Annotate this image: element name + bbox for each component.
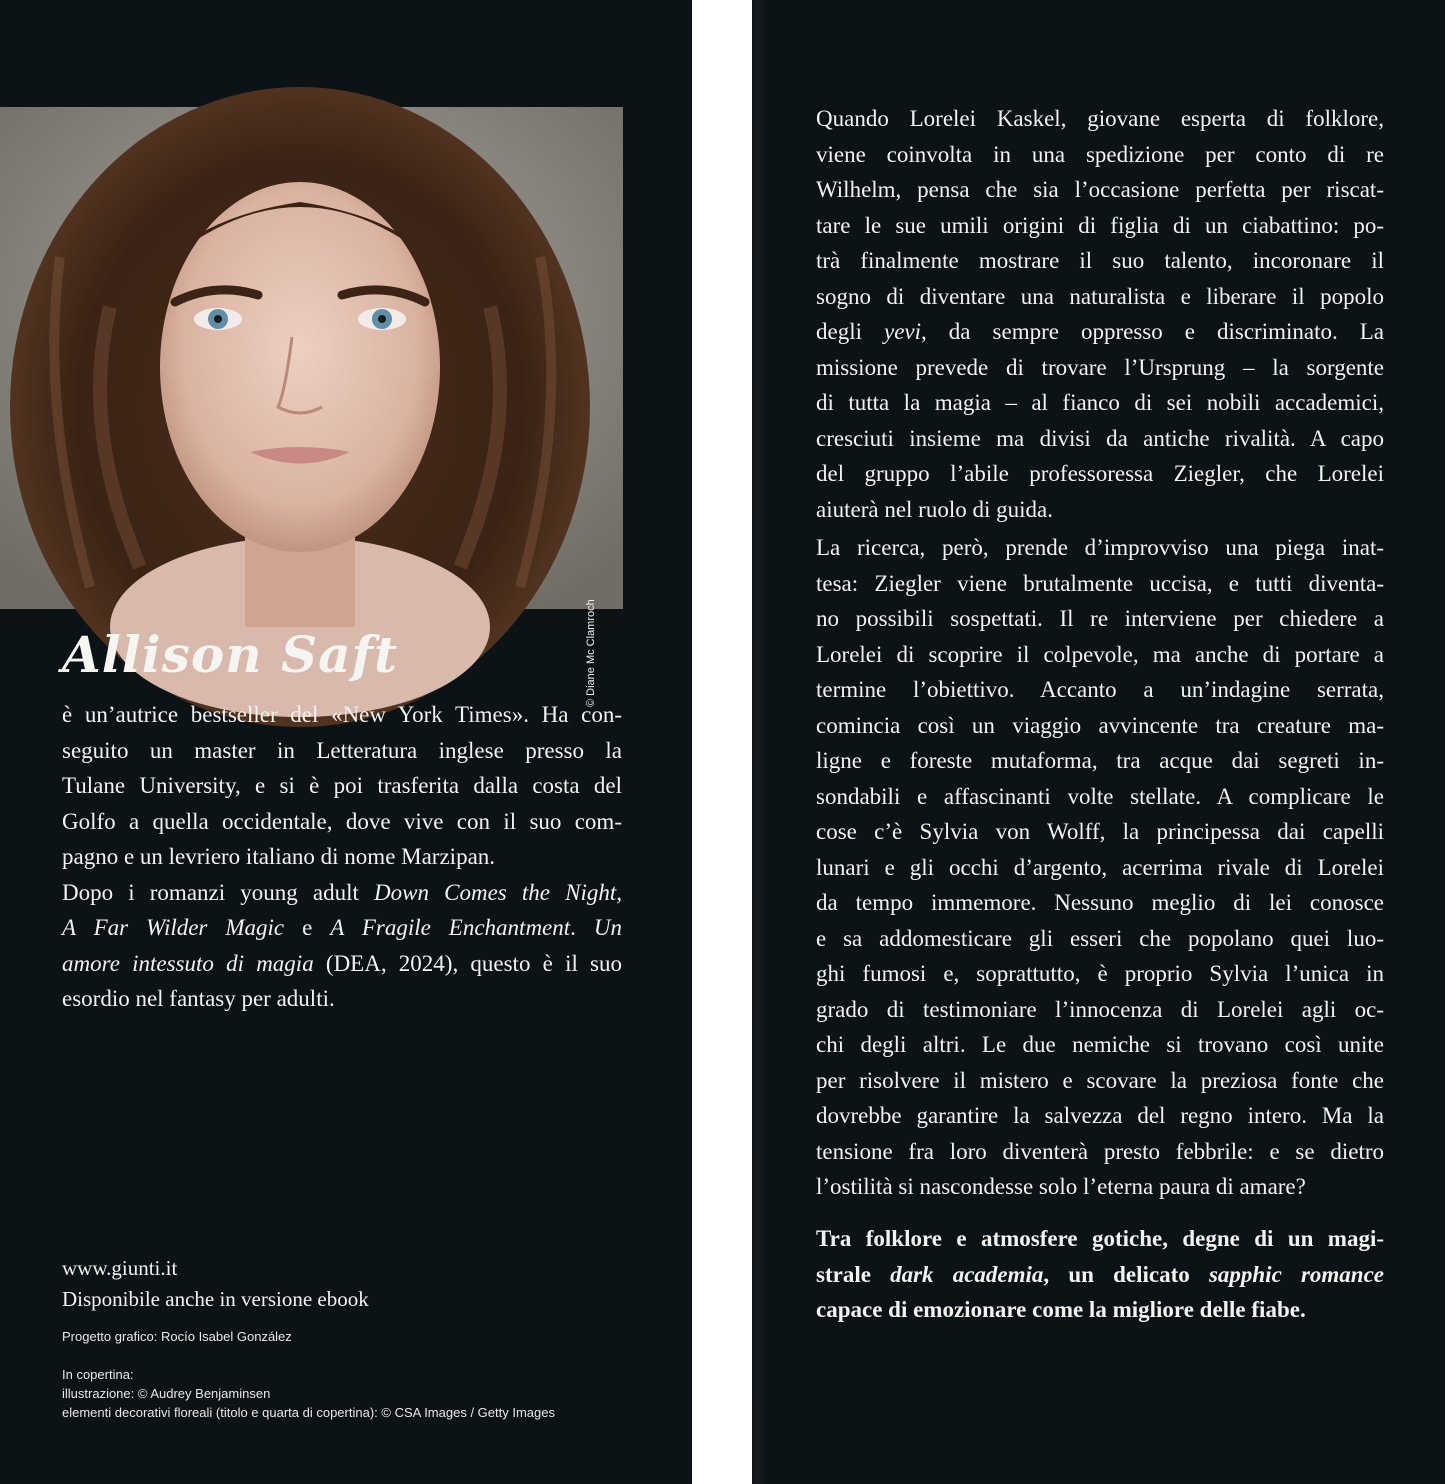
blurb-line: capace di emozionare come la migliore delle fiabe.: [816, 1297, 1306, 1322]
synopsis-line: trà finalmente mostrare il suo talento, incoronare il: [816, 248, 1384, 273]
bio-text: Dopo i romanzi young adult: [62, 879, 375, 905]
website-link[interactable]: www.giunti.it: [62, 1256, 178, 1280]
synopsis-line: Lorelei di scoprire il colpevole, ma anche di portare a: [816, 641, 1384, 667]
book-title: A Fragile Enchantment: [330, 915, 571, 940]
synopsis-line: tesa: Ziegler viene brutalmente uccisa, e tutti diventa-: [816, 570, 1384, 596]
bio-text: e: [284, 915, 331, 940]
bio-text: (DEA, 2024), questo è il suo: [313, 950, 622, 976]
book-title: Down Comes the Night,: [374, 879, 622, 905]
blurb-line: Tra folklore e atmosfere gotiche, degne di un magi-: [816, 1226, 1384, 1251]
synopsis-line: e sa addomesticare gli esseri che popolano quei luo-: [816, 925, 1384, 951]
synopsis-line: da tempo immemore. Nessuno meglio di lei conosce: [816, 890, 1384, 915]
synopsis-line: lunari e gli occhi d’argento, acerrima rivale di Lorelei: [816, 854, 1384, 880]
synopsis-line: l’ostilità si nascondesse solo l’eterna paura di amare?: [816, 1174, 1306, 1199]
photo-credit: © Diane Mc Clamroch: [585, 599, 597, 707]
book-title: amore intessuto di magia: [62, 950, 314, 976]
synopsis-text: , da sempre oppresso e discriminato. La: [921, 319, 1384, 344]
bio-line: [62, 910, 622, 946]
emphasis-text: yevi: [884, 319, 922, 344]
cover-credit-line: In copertina:: [62, 1367, 134, 1382]
ebook-note: Disponibile anche in versione ebook: [62, 1287, 369, 1311]
synopsis-line: termine l’obiettivo. Accanto a un’indagine serrata,: [816, 677, 1384, 702]
book-title: Un: [593, 915, 622, 940]
emphasis-text: dark academia: [890, 1261, 1044, 1287]
publisher-info: [62, 1253, 369, 1315]
cover-credit-line: illustrazione: © Audrey Benjaminsen: [62, 1386, 271, 1401]
synopsis-line: di tutta la magia – al fianco di sei nobili accademici,: [816, 390, 1384, 415]
synopsis-line: cose c’è Sylvia von Wolff, la principessa dai capelli: [816, 819, 1384, 844]
back-cover-panel: [752, 0, 1445, 1484]
emphasis-text: sapphic romance: [1208, 1261, 1385, 1287]
synopsis-line: Wilhelm, pensa che sia l’occasione perfetta per riscat-: [816, 177, 1384, 202]
synopsis-line: La ricerca, però, prende d’improvviso una piega inat-: [816, 535, 1384, 560]
bio-line: Tulane University, e si è poi trasferita dalla costa del: [62, 773, 622, 798]
synopsis-line: no possibili sospettati. Il re interviene per chiedere a: [816, 606, 1384, 631]
tagline-blurb: [816, 1221, 1384, 1328]
bio-line: seguito un master in Letteratura inglese presso la: [62, 737, 622, 763]
blurb-text: strale: [816, 1261, 891, 1287]
synopsis-line: grado di testimoniare l’innocenza di Lorelei agli oc-: [816, 996, 1384, 1022]
synopsis-line: viene coinvolta in una spedizione per conto di re: [816, 141, 1384, 167]
book-title: A Far Wilder Magic: [62, 915, 285, 940]
spine-edge: [752, 0, 766, 1484]
synopsis-text: degli: [816, 319, 885, 344]
bio-line: [62, 946, 622, 982]
author-name: Allison Saft: [62, 625, 399, 684]
synopsis-line: per risolvere il mistero e scovare la preziosa fonte che: [816, 1067, 1384, 1093]
synopsis-line: [816, 314, 1384, 350]
bio-line: Golfo a quella occidentale, dove vive con il suo com-: [62, 808, 622, 834]
cover-credit-line: elementi decorativi floreali (titolo e quarta di copertina): © CSA Images / Getty Images: [62, 1405, 555, 1420]
blurb-line: [816, 1257, 1384, 1293]
bio-line: è un’autrice bestseller del «New York Times». Ha con-: [62, 702, 622, 727]
synopsis-line: sondabili e affascinanti volte stellate. A complicare le: [816, 783, 1384, 809]
synopsis-paragraph-2: [816, 530, 1384, 1205]
synopsis-line: tensione fra loro diventerà presto febbrile: e se dietro: [816, 1138, 1384, 1164]
bio-line: [62, 875, 622, 911]
author-bio: [62, 697, 622, 1017]
bio-line: pagno e un levriero italiano di nome Marzipan.: [62, 844, 496, 869]
cover-credits: [62, 1365, 555, 1422]
synopsis-line: chi degli altri. Le due nemiche si trovano così unite: [816, 1032, 1384, 1057]
bio-text: .: [570, 915, 594, 940]
back-flap-panel: [0, 0, 692, 1484]
synopsis-line: ghi fumosi e, soprattutto, è proprio Sylvia l’unica in: [816, 961, 1384, 986]
synopsis-line: tare le sue umili origini di figlia di un ciabattino: po-: [816, 212, 1384, 238]
portrait-illustration: [0, 107, 623, 609]
design-credit: Progetto grafico: Rocío Isabel González: [62, 1329, 292, 1344]
synopsis-line: sogno di diventare una naturalista e liberare il popolo: [816, 283, 1384, 309]
synopsis-line: cresciuti insieme ma divisi da antiche rivalità. A capo: [816, 425, 1384, 451]
synopsis-line: ligne e foreste mutaforma, tra acque dai segreti in-: [816, 748, 1384, 773]
synopsis-line: aiuterà nel ruolo di guida.: [816, 496, 1053, 522]
synopsis-line: comincia così un viaggio avvincente tra creature ma-: [816, 712, 1384, 738]
synopsis-paragraph-1: [816, 101, 1384, 527]
synopsis-line: Quando Lorelei Kaskel, giovane esperta di folklore,: [816, 106, 1384, 131]
synopsis-line: del gruppo l’abile professoressa Ziegler, che Lorelei: [816, 461, 1384, 486]
blurb-text: , un delicato: [1043, 1261, 1209, 1287]
synopsis-line: missione prevede di trovare l’Ursprung – la sorgente: [816, 354, 1384, 380]
bio-line: esordio nel fantasy per adulti.: [62, 986, 335, 1011]
synopsis-line: dovrebbe garantire la salvezza del regno intero. Ma la: [816, 1103, 1384, 1128]
